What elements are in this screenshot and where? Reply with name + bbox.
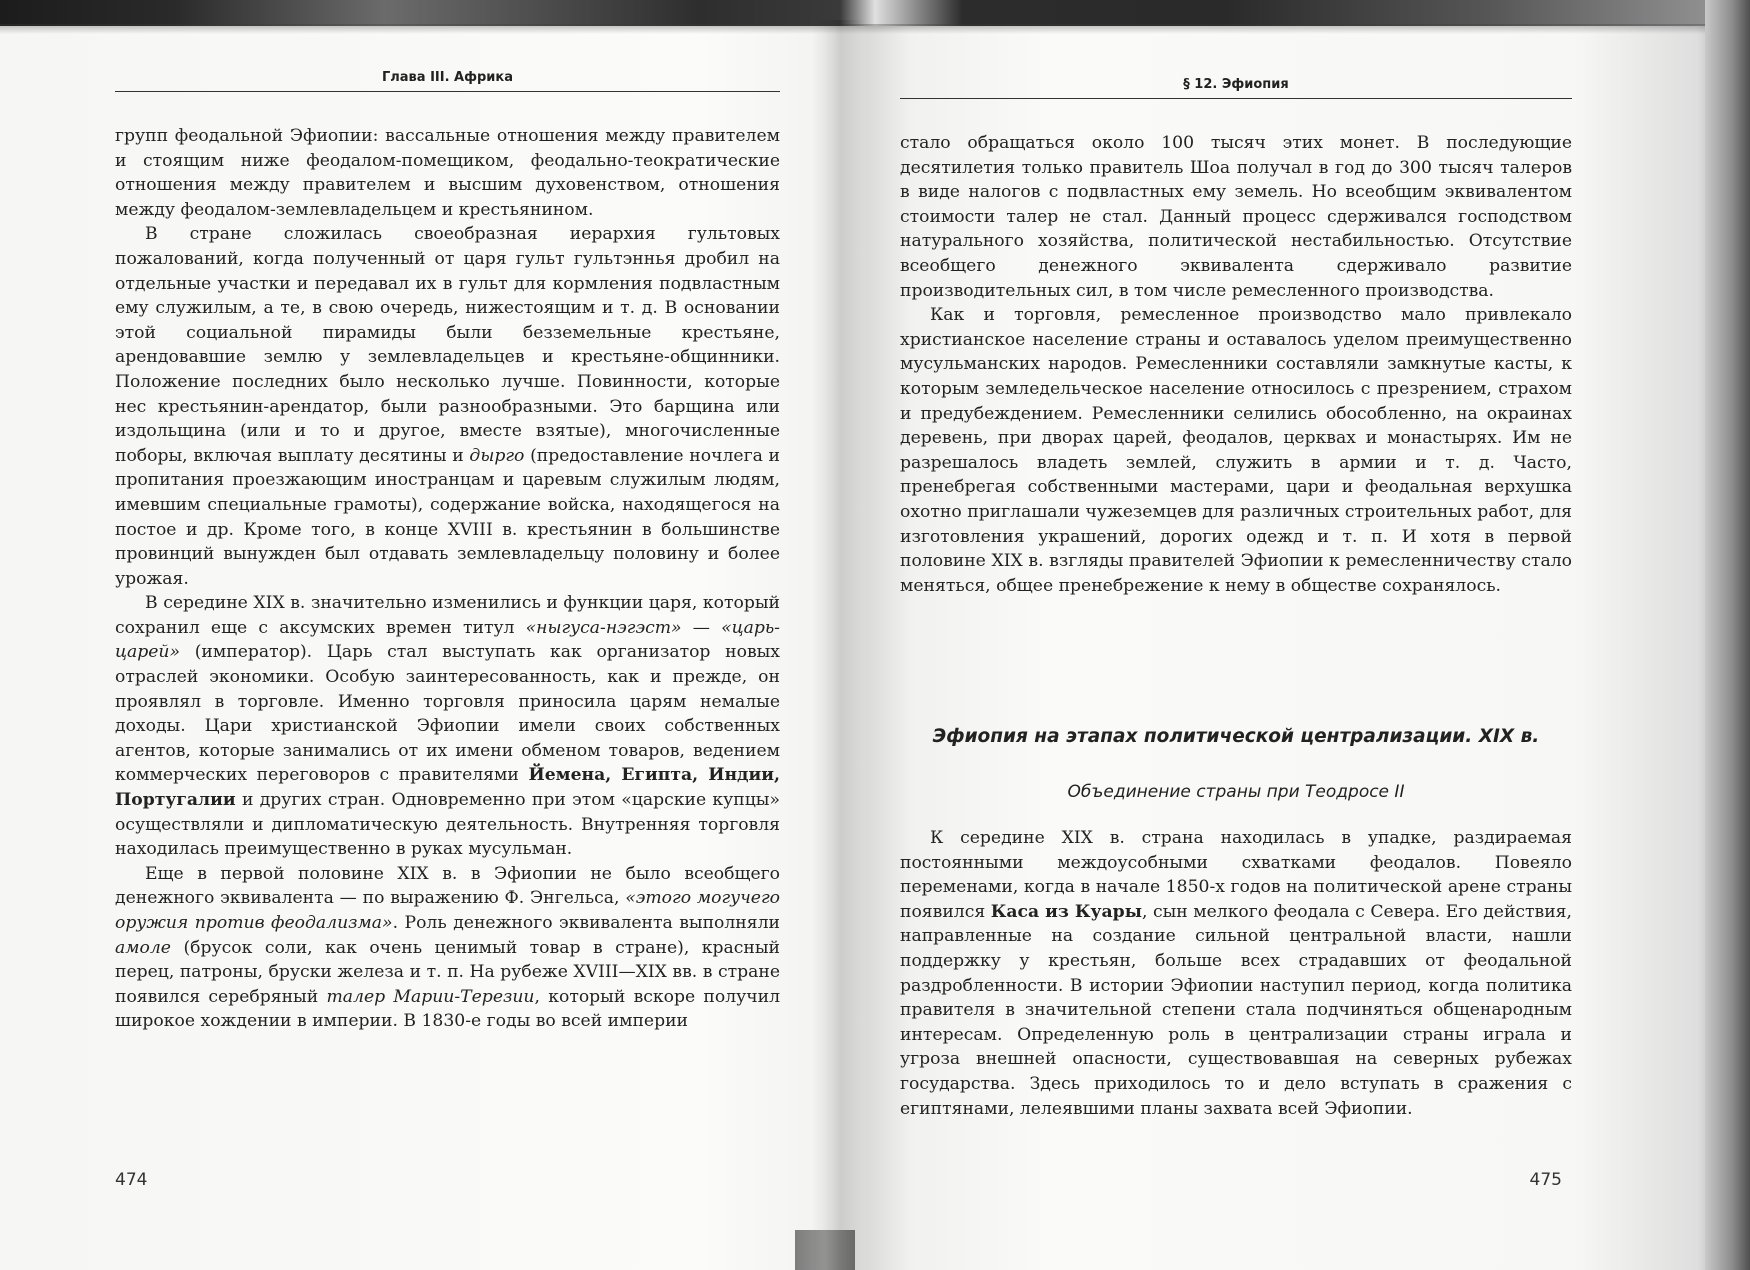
bold-term: Каса из Куары bbox=[990, 901, 1142, 922]
paragraph bbox=[115, 124, 780, 222]
italic-term: талер Марии-Терезии bbox=[326, 986, 535, 1007]
text-run: Еще в первой половине XIX в. в Эфиопии не было всеобщего денежного эквивалента — по выражению Ф. Энгельса, bbox=[115, 863, 780, 909]
text-run: Как и торговля, ремесленное производство мало привлекало христианское население страны и оставалось уделом преимущественно мусульманских народов. Ремесленники составляли замкнутые касты, к которым земледельческое население относилось с презрением, страхом и предубеждением. Ремесленники селились обособленно, на окраинах деревень, при дворах царей, феодалов, церквах и монастырях. Им не разрешалось владеть землей, служить в армии и т. д. Часто, пренебрегая собственными мастерами, цари и феодальная верхушка охотно приглашали чужеземцев для различных строительных работ, для изготовления украшений, дорогих одежд и т. п. И хотя в первой половине XIX в. взгляды правителей Эфиопии к ремесленничеству стало меняться, общее пренебрежение к нему в обществе сохранялось. bbox=[900, 305, 1572, 596]
right-page-body-top bbox=[900, 131, 1572, 598]
text-run: групп феодальной Эфиопии: вассальные отношения между правителем и стоящим ниже феодалом-помещиком, феодально-теократические отношения между правителем и высшим духовенством, отношения между феодалом-землевладельцем и крестьянином. bbox=[115, 126, 780, 220]
running-head-right: § 12. Эфиопия bbox=[900, 77, 1572, 99]
gutter-binding-mark bbox=[795, 1230, 855, 1270]
italic-term: «этого могучего оружия против феодализма» bbox=[115, 888, 781, 933]
text-run: (предоставление ночлега и пропитания проезжающим иностранцам и царевым служилым людям, имевшим специальные грамоты), содержание войска, находящегося на постое и др. Кроме того, в конце XVIII в. крестьянин в большинстве провинций вынужден был отдавать землевладельцу половину и более урожая. bbox=[115, 445, 781, 589]
paragraph bbox=[115, 222, 780, 591]
right-page bbox=[900, 0, 1572, 1270]
italic-term: «царь-царей» bbox=[115, 617, 780, 663]
page-number-left: 474 bbox=[115, 1170, 148, 1190]
left-page-body bbox=[115, 124, 780, 1034]
paragraph bbox=[900, 131, 1572, 303]
paragraph bbox=[900, 303, 1572, 598]
text-run: , который вскоре получил широкое хождении в империи. В 1830-е годы во всей империи bbox=[115, 986, 780, 1032]
running-head-left: Глава III. Африка bbox=[115, 70, 780, 92]
italic-term: дырго bbox=[469, 445, 525, 466]
right-page-body-bottom bbox=[900, 826, 1572, 1121]
paragraph bbox=[115, 862, 780, 1034]
book-gutter bbox=[812, 20, 864, 1270]
page-edge-shadow bbox=[1705, 0, 1750, 1270]
bold-term: Йемена, Египта, Индии, Португалии bbox=[115, 765, 780, 811]
text-run: (брусок соли, как очень ценимый товар в стране), красный перец, патроны, бруски железа и т. п. На рубеже XVIII—XIX вв. в стране появился серебряный bbox=[115, 937, 780, 1007]
text-run: и других стран. Одновременно при этом «царские купцы» осуществляли и дипломатическую деятельность. Внутренняя торговля находилась преимущественно в руках мусульман. bbox=[115, 790, 780, 860]
text-run: стало обращаться около 100 тысяч этих монет. В последующие десятилетия только правитель Шоа получал в год до 300 тысяч талеров в виде налогов с подвластных ему земель. Но всеобщим эквивалентом стоимости талер не стал. Данный процесс сдерживался господством натурального хозяйства, политической нестабильностью. Отсутствие всеобщего денежного эквивалента сдерживало развитие производительных сил, в том числе ремесленного производства. bbox=[900, 133, 1572, 301]
paragraph bbox=[115, 591, 780, 862]
text-run: — bbox=[681, 617, 722, 638]
text-run: В середине XIX в. значительно изменились и функции царя, который сохранил еще с аксумских времен титул bbox=[115, 593, 780, 638]
italic-term: амоле bbox=[115, 937, 171, 958]
paragraph bbox=[900, 826, 1572, 1121]
italic-term: «ныгуса-нэгэст» bbox=[525, 617, 682, 638]
text-run: В стране сложилась своеобразная иерархия гультовых пожалований, когда полученный от царя гульт гультэннья дробил на отдельные участки и передавал их в гульт для кормления подвластным ему служилым, а те, в свою очередь, нижестоящим и т. д. В основании этой социальной пирамиды были безземельные крестьяне, арендовавшие землю у землевладельцев и крестьяне-общинники. Положение последних было несколько лучше. Повинности, которые нес крестьянин-арендатор, были разнообразными. Это барщина или издольщина (или и то и другое, вместе взятые), многочисленные поборы, включая выплату десятины и bbox=[115, 224, 780, 466]
text-run: К середине XIX в. страна находилась в упадке, раздираемая постоянными междоусобными схватками феодалов. Повеяло переменами, когда в начале 1850-х годов на политической арене страны появился bbox=[900, 828, 1572, 922]
text-run: , сын мелкого феодала с Севера. Его действия, направленные на создание сильной центральной власти, нашли поддержку у крестьян, больше всех страдавших от феодальной раздробленности. В истории Эфиопии наступил период, когда политика правителя в значительной степени стала подчиняться общенародным интересам. Определенную роль в централизации страны играла и угроза внешней опасности, существовавшая на северных рубежах государства. Здесь приходилось то и дело вступать в сражения с египтянами, лелеявшими планы захвата всей Эфиопии. bbox=[900, 901, 1572, 1119]
section-title: Эфиопия на этапах политической централизации. XIX в. bbox=[932, 726, 1540, 747]
subsection-title: Объединение страны при Теодросе II bbox=[1067, 782, 1405, 802]
page-number-right: 475 bbox=[1529, 1170, 1562, 1190]
text-run: . Роль денежного эквивалента выполняли bbox=[392, 913, 780, 933]
left-page bbox=[115, 0, 780, 1270]
text-run: (император). Царь стал выступать как организатор новых отраслей экономики. Особую заинтересованность, как и прежде, он проявлял в торговле. Именно торговля приносила царям немалые доходы. Цари христианской Эфиопии имели своих собственных агентов, которые занимались от их имени обменом товаров, ведением коммерческих переговоров с правителями bbox=[115, 642, 780, 786]
